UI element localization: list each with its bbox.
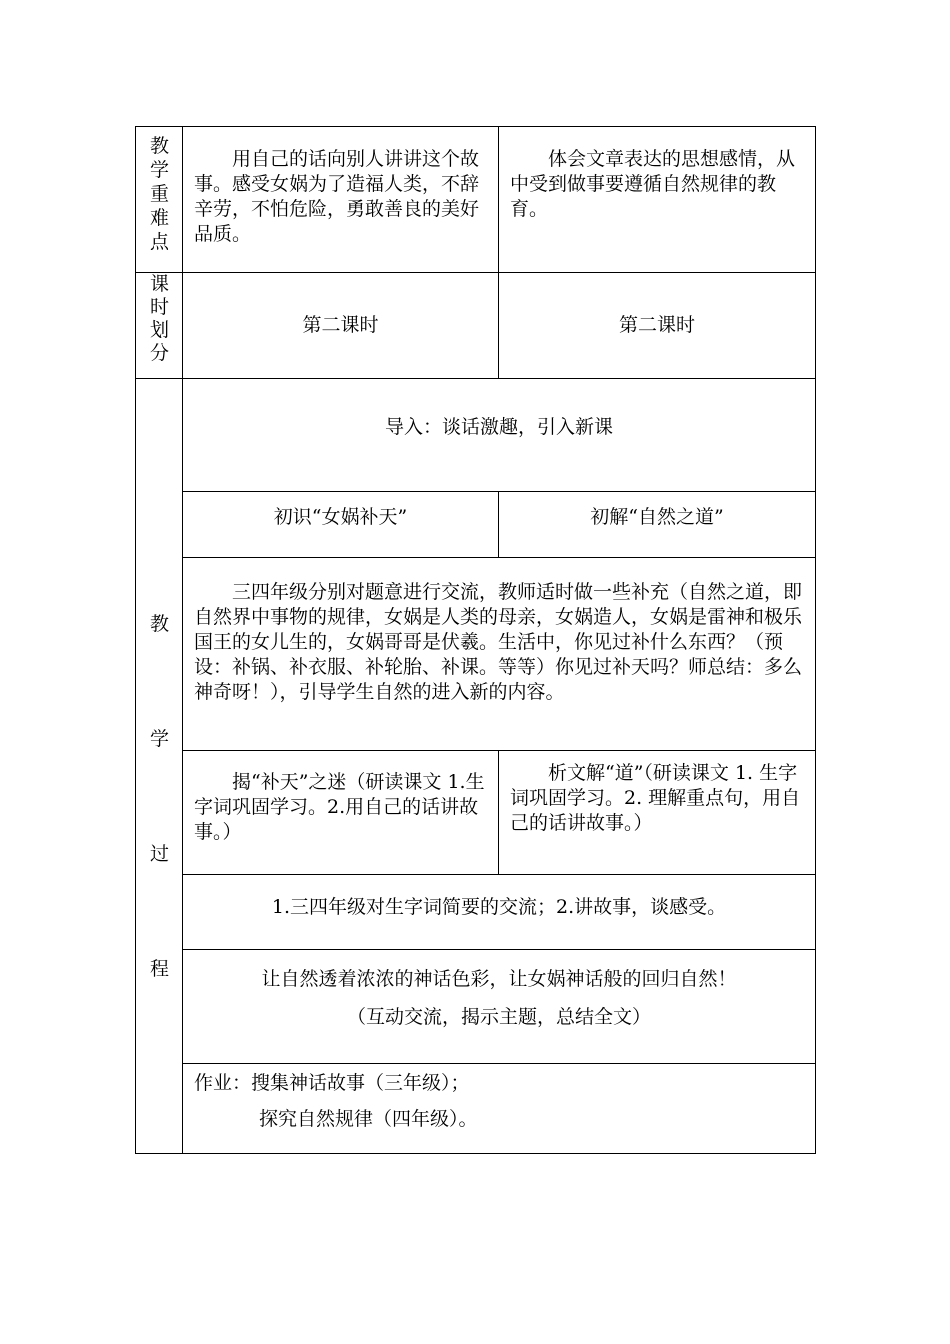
label-char: 划 xyxy=(149,319,169,341)
homework-line-1: 作业：搜集神话故事（三年级）； xyxy=(194,1072,470,1094)
label-char: 学 xyxy=(149,728,169,750)
label-char: 过 xyxy=(149,843,169,865)
label-char: 程 xyxy=(149,958,169,980)
schedule-left: 第二课时 xyxy=(302,314,379,336)
exchange-step: 1.三四年级对生字词简要的交流；2.讲故事，谈感受。 xyxy=(271,895,727,918)
right-study-step: 析文解“道”（研读课文 1. 生字词巩固学习。2. 理解重点句，用自己的话讲故事。） xyxy=(510,762,801,834)
summary-line-2: （互动交流，揭示主题，总结全文） xyxy=(346,1006,651,1028)
row-divider xyxy=(182,557,816,558)
summary-line-1: 让自然透着浓浓的神话色彩，让女娲神话般的回归自然！ xyxy=(261,968,737,990)
label-char: 教 xyxy=(149,613,169,635)
label-char: 时 xyxy=(149,296,169,318)
table-border-top xyxy=(135,126,816,127)
label-char: 分 xyxy=(149,342,169,364)
key-points-label xyxy=(136,134,183,254)
label-char: 学 xyxy=(149,159,169,181)
schedule-label xyxy=(136,273,183,365)
right-track-title: 初解“自然之道” xyxy=(590,505,724,528)
key-points-left: 用自己的话向别人讲讲这个故事。感受女娲为了造福人类，不辞辛劳，不怕危险，勇敢善良的美好品质。 xyxy=(194,148,480,245)
intro-step: 导入：谈话激趣，引入新课 xyxy=(384,415,613,438)
process-label xyxy=(136,612,183,981)
table-border-bottom xyxy=(135,1153,816,1154)
label-char: 重 xyxy=(149,183,169,205)
discussion-step: 三四年级分别对题意进行交流，教师适时做一些补充（自然之道，即自然界中事物的规律，女娲是人类的母亲，女娲造人，女娲是雷神和极乐国王的女儿生的，女娲哥哥是伏羲。生活中，你见过补什么东西？（预设：补锅、补衣服、补轮胎、补课。等等）你见过补天吗？师总结：多么神奇呀！），引导学生自然的进入新的内容。 xyxy=(194,581,803,703)
label-char: 难 xyxy=(149,207,169,229)
left-track-title: 初识“女娲补天” xyxy=(273,505,408,528)
homework-line-2: 探究自然规律（四年级）。 xyxy=(259,1108,478,1130)
row-divider xyxy=(182,1063,816,1064)
column-divider xyxy=(498,750,499,875)
label-char: 教 xyxy=(149,135,169,157)
row-divider xyxy=(182,949,816,950)
left-study-step: 揭“补天”之迷（研读课文 1.生字词巩固学习。2.用自己的话讲故事。） xyxy=(194,771,485,843)
label-char: 点 xyxy=(149,231,169,253)
schedule-right: 第二课时 xyxy=(618,314,695,336)
key-points-right: 体会文章表达的思想感情，从中受到做事要遵循自然规律的教育。 xyxy=(510,148,796,220)
table-border-right xyxy=(815,126,816,1154)
row-divider xyxy=(182,750,816,751)
label-char: 课 xyxy=(149,273,169,295)
